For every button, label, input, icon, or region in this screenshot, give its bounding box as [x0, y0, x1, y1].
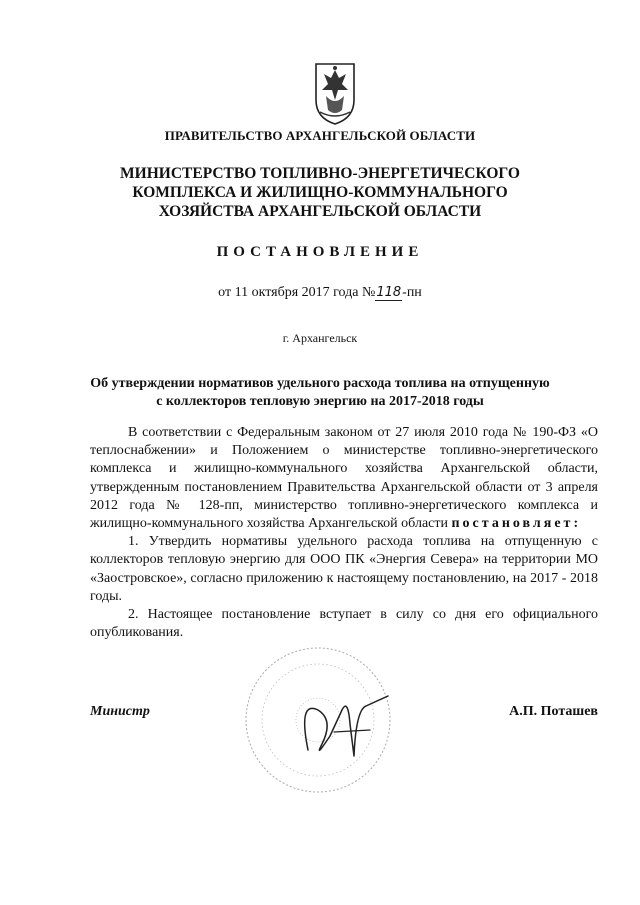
- government-name: ПРАВИТЕЛЬСТВО АРХАНГЕЛЬСКОЙ ОБЛАСТИ: [164, 128, 476, 143]
- signatory-name: А.П. Поташев: [509, 704, 598, 719]
- document-date: от 11 октября 2017 года №: [218, 285, 376, 300]
- decides-word: постановляет: [451, 516, 574, 532]
- preamble-text: В соответствии с Федеральным законом от 27 июля 2010 года № 190-ФЗ «О теплоснабжении» и Положением о министерстве топливно-энергетического комплекса и жилищно-коммунального хозяйства Архангельской области, утвержденным постановлением Правительства Архангельской области от 3 апреля 2012 года № 128-пп, министерство топливно-энергетического комплекса и жилищно-коммунального хозяйства Архангельской области: [90, 425, 598, 532]
- document-type: ПОСТАНОВЛЕНИЕ: [216, 244, 424, 260]
- subject-line-2: с коллекторов тепловую энергию на 2017-2018 годы: [156, 394, 484, 409]
- item-1-paragraph: 1. Утвердить нормативы удельного расхода топлива на отпущенную с коллекторов тепловую энергию для ООО ПК «Энергия Севера» на территории МО «Заостровское», согласно приложению к настоящему постановлению, на 2017 - 2018 годы.: [90, 534, 598, 604]
- document-number: 118: [376, 285, 402, 300]
- document-body: [90, 424, 598, 642]
- preamble-paragraph: [90, 424, 598, 533]
- document-subject: [0, 375, 640, 411]
- ministry-line-1: МИНИСТЕРСТВО ТОПЛИВНО-ЭНЕРГЕТИЧЕСКОГО: [120, 165, 520, 182]
- arkhangelsk-coat-of-arms-icon: [312, 60, 358, 126]
- ministry-line-3: ХОЗЯЙСТВА АРХАНГЕЛЬСКОЙ ОБЛАСТИ: [158, 203, 482, 220]
- subject-line-1: Об утверждении нормативов удельного расхода топлива на отпущенную: [90, 376, 550, 391]
- document-city: г. Архангельск: [282, 331, 358, 345]
- document-number-suffix: -пн: [402, 285, 422, 300]
- decides-colon: :: [573, 516, 579, 532]
- item-2-paragraph: 2. Настоящее постановление вступает в силу со дня его официального опубликования.: [90, 607, 598, 641]
- document-date-number: [0, 285, 640, 301]
- ministry-line-2: КОМПЛЕКСА И ЖИЛИЩНО-КОММУНАЛЬНОГО: [132, 184, 508, 201]
- ministry-name: [0, 164, 640, 221]
- signature-title: Министр: [90, 704, 150, 719]
- handwritten-signature-icon: [238, 640, 398, 800]
